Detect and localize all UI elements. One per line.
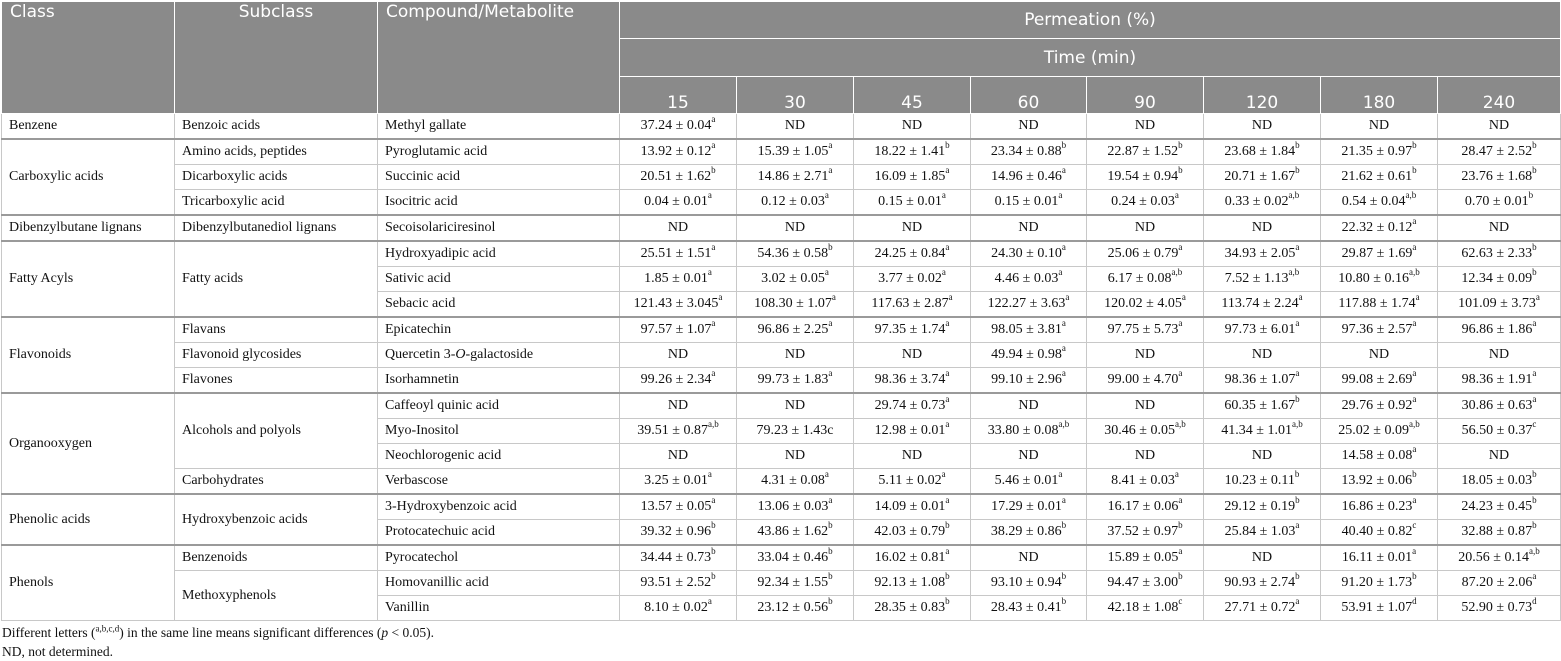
cell-value: 20.51 ± 1.62$^b$ [620, 165, 737, 190]
cell-value: ND [620, 343, 737, 368]
header-class: Class [2, 2, 175, 114]
table-row [2, 241, 1561, 267]
cell-value: 60.35 ± 1.67$^b$ [1204, 393, 1321, 419]
cell-value: 93.10 ± 0.94$^b$ [971, 571, 1087, 596]
table-row [2, 494, 1561, 520]
cell-value: ND [620, 215, 737, 241]
cell-compound: Neochlorogenic acid [378, 444, 620, 469]
cell-compound: Secoisolariciresinol [378, 215, 620, 241]
cell-value: 97.75 ± 5.73$^a$ [1087, 317, 1204, 343]
table-header [2, 2, 1561, 114]
cell-value: 21.35 ± 0.97$^b$ [1321, 139, 1438, 165]
cell-compound: Succinic acid [378, 165, 620, 190]
cell-value: 24.30 ± 0.10$^a$ [971, 241, 1087, 267]
cell-compound: Pyroglutamic acid [378, 139, 620, 165]
cell-value: 23.12 ± 0.56$^b$ [737, 596, 854, 621]
header-time: Time (min) [620, 39, 1561, 77]
cell-compound: Pyrocatechol [378, 545, 620, 571]
cell-value: 121.43 ± 3.045$^a$ [620, 292, 737, 318]
cell-value: 13.92 ± 0.12$^a$ [620, 139, 737, 165]
cell-value: ND [737, 215, 854, 241]
cell-value: 28.47 ± 2.52$^b$ [1438, 139, 1561, 165]
cell-value: 98.36 ± 1.91$^a$ [1438, 368, 1561, 394]
table-row [2, 393, 1561, 419]
cell-value: ND [1204, 215, 1321, 241]
cell-value: $39.51 \pm 0.87^{a,b}$ [620, 419, 737, 444]
cell-value: 99.10 ± 2.96$^a$ [971, 368, 1087, 394]
cell-value: 97.57 ± 1.07$^a$ [620, 317, 737, 343]
table-row [2, 114, 1561, 140]
header-subclass: Subclass [175, 2, 378, 114]
cell-value: 39.32 ± 0.96$^b$ [620, 520, 737, 546]
cell-compound: Vanillin [378, 596, 620, 621]
cell-value: 92.13 ± 1.08$^b$ [854, 571, 971, 596]
cell-value: 54.36 ± 0.58$^b$ [737, 241, 854, 267]
cell-value: 98.05 ± 3.81$^a$ [971, 317, 1087, 343]
cell-value: ND [1204, 343, 1321, 368]
cell-value: 90.93 ± 2.74$^b$ [1204, 571, 1321, 596]
cell-value: 33.04 ± 0.46$^b$ [737, 545, 854, 571]
cell-value: 3.02 ± 0.05$^a$ [737, 267, 854, 292]
cell-value: 28.43 ± 0.41$^b$ [971, 596, 1087, 621]
cell-value: 91.20 ± 1.73$^b$ [1321, 571, 1438, 596]
cell-value: 34.44 ± 0.73$^b$ [620, 545, 737, 571]
cell-compound: Protocatechuic acid [378, 520, 620, 546]
cell-value: 40.40 ± 0.82$^c$ [1321, 520, 1438, 546]
cell-value: 92.34 ± 1.55$^b$ [737, 571, 854, 596]
cell-value: 122.27 ± 3.63$^a$ [971, 292, 1087, 318]
cell-subclass: Amino acids, peptides [175, 139, 378, 165]
footnote-significance: Different letters ($^{a,b,c,d}$) in the same line means significant differences (p < 0.05). [2, 623, 434, 640]
cell-value: 42.03 ± 0.79$^b$ [854, 520, 971, 546]
cell-value: $6.17 \pm 0.08^{a,b}$ [1087, 267, 1204, 292]
cell-value: ND [1087, 215, 1204, 241]
cell-value: 21.62 ± 0.61$^b$ [1321, 165, 1438, 190]
cell-value: 3.77 ± 0.02$^a$ [854, 267, 971, 292]
cell-value: ND [1438, 343, 1561, 368]
cell-value: ND [854, 114, 971, 140]
cell-class: Phenolic acids [2, 494, 175, 545]
cell-value: 43.86 ± 1.62$^b$ [737, 520, 854, 546]
cell-value: 97.36 ± 2.57$^a$ [1321, 317, 1438, 343]
cell-value: 117.63 ± 2.87$^a$ [854, 292, 971, 318]
cell-value: 38.29 ± 0.86$^b$ [971, 520, 1087, 546]
cell-value: 8.10 ± 0.02$^a$ [620, 596, 737, 621]
cell-value: 14.09 ± 0.01$^a$ [854, 494, 971, 520]
cell-value: 62.63 ± 2.33$^b$ [1438, 241, 1561, 267]
header-permeation: Permeation (%) [620, 2, 1561, 39]
cell-subclass: Hydroxybenzoic acids [175, 494, 378, 545]
header-compound: Compound/Metabolite [378, 2, 620, 114]
cell-subclass: Benzenoids [175, 545, 378, 571]
cell-value: 0.12 ± 0.03$^a$ [737, 190, 854, 216]
cell-compound: Isocitric acid [378, 190, 620, 216]
cell-value: 15.89 ± 0.05$^a$ [1087, 545, 1204, 571]
header-time-45: 45 [854, 77, 971, 114]
cell-compound: 3-Hydroxybenzoic acid [378, 494, 620, 520]
cell-value: 96.86 ± 1.86$^a$ [1438, 317, 1561, 343]
cell-value: 0.15 ± 0.01$^a$ [971, 190, 1087, 216]
cell-value: $30.46 \pm 0.05^{a,b}$ [1087, 419, 1204, 444]
cell-class: Benzene [2, 114, 175, 140]
cell-value: $0.33 \pm 0.02^{a,b}$ [1204, 190, 1321, 216]
cell-value: 20.71 ± 1.67$^b$ [1204, 165, 1321, 190]
cell-value: ND [620, 393, 737, 419]
cell-value: 93.51 ± 2.52$^b$ [620, 571, 737, 596]
cell-value: 25.84 ± 1.03$^a$ [1204, 520, 1321, 546]
cell-value: 16.17 ± 0.06$^a$ [1087, 494, 1204, 520]
cell-value: 0.70 ± 0.01$^b$ [1438, 190, 1561, 216]
cell-value: ND [971, 444, 1087, 469]
cell-value: $41.34 \pm 1.01^{a,b}$ [1204, 419, 1321, 444]
cell-value: ND [854, 215, 971, 241]
cell-compound: Methyl gallate [378, 114, 620, 140]
table-row [2, 469, 1561, 495]
cell-value: ND [1438, 215, 1561, 241]
cell-value: 4.46 ± 0.03$^a$ [971, 267, 1087, 292]
cell-value: ND [1087, 444, 1204, 469]
cell-value: 1.85 ± 0.01$^a$ [620, 267, 737, 292]
cell-value: 97.73 ± 6.01$^a$ [1204, 317, 1321, 343]
cell-value: 14.58 ± 0.08$^a$ [1321, 444, 1438, 469]
cell-value: ND [737, 343, 854, 368]
permeation-table [1, 1, 1561, 621]
header-time-15: 15 [620, 77, 737, 114]
cell-value: 0.04 ± 0.01$^a$ [620, 190, 737, 216]
cell-class: Organooxygen [2, 393, 175, 494]
cell-value: 52.90 ± 0.73$^d$ [1438, 596, 1561, 621]
cell-value: ND [971, 215, 1087, 241]
cell-value: 79.23 ± 1.43c [737, 419, 854, 444]
cell-value: 10.23 ± 0.11$^b$ [1204, 469, 1321, 495]
cell-value: 23.34 ± 0.88$^b$ [971, 139, 1087, 165]
cell-value: 3.25 ± 0.01$^a$ [620, 469, 737, 495]
cell-value: 4.31 ± 0.08$^a$ [737, 469, 854, 495]
cell-value: 30.86 ± 0.63$^a$ [1438, 393, 1561, 419]
cell-value: 113.74 ± 2.24$^a$ [1204, 292, 1321, 318]
header-time-180: 180 [1321, 77, 1438, 114]
table-row [2, 165, 1561, 190]
cell-value: ND [971, 114, 1087, 140]
cell-compound: Isorhamnetin [378, 368, 620, 394]
cell-class: Dibenzylbutane lignans [2, 215, 175, 241]
cell-value: 56.50 ± 0.37$^c$ [1438, 419, 1561, 444]
cell-compound: Myo-Inositol [378, 419, 620, 444]
cell-value: 99.73 ± 1.83$^a$ [737, 368, 854, 394]
cell-value: 37.52 ± 0.97$^b$ [1087, 520, 1204, 546]
header-time-60: 60 [971, 77, 1087, 114]
cell-subclass: Methoxyphenols [175, 571, 378, 621]
cell-compound: Sebacic acid [378, 292, 620, 318]
cell-value: 0.24 ± 0.03$^a$ [1087, 190, 1204, 216]
cell-value: 117.88 ± 1.74$^a$ [1321, 292, 1438, 318]
cell-subclass: Fatty acids [175, 241, 378, 317]
header-time-90: 90 [1087, 77, 1204, 114]
cell-value: 13.92 ± 0.06$^b$ [1321, 469, 1438, 495]
table-row [2, 317, 1561, 343]
header-time-30: 30 [737, 77, 854, 114]
table-body [2, 114, 1561, 621]
cell-value: ND [1321, 343, 1438, 368]
cell-value: 53.91 ± 1.07$^d$ [1321, 596, 1438, 621]
cell-compound: Homovanillic acid [378, 571, 620, 596]
cell-value: 120.02 ± 4.05$^a$ [1087, 292, 1204, 318]
cell-compound: Epicatechin [378, 317, 620, 343]
cell-value: ND [1321, 114, 1438, 140]
cell-compound: Quercetin 3-O-galactoside [378, 343, 620, 368]
cell-value: 87.20 ± 2.06$^a$ [1438, 571, 1561, 596]
cell-value: 22.87 ± 1.52$^b$ [1087, 139, 1204, 165]
cell-subclass: Dicarboxylic acids [175, 165, 378, 190]
cell-value: 19.54 ± 0.94$^b$ [1087, 165, 1204, 190]
cell-subclass: Carbohydrates [175, 469, 378, 495]
cell-value: ND [1204, 444, 1321, 469]
cell-value: 22.32 ± 0.12$^a$ [1321, 215, 1438, 241]
cell-value: 28.35 ± 0.83$^b$ [854, 596, 971, 621]
cell-value: 0.15 ± 0.01$^a$ [854, 190, 971, 216]
cell-value: ND [1438, 114, 1561, 140]
cell-value: $7.52 \pm 1.13^{a,b}$ [1204, 267, 1321, 292]
cell-value: 14.86 ± 2.71$^a$ [737, 165, 854, 190]
header-time-240: 240 [1438, 77, 1561, 114]
table-row [2, 571, 1561, 596]
cell-value: ND [1204, 545, 1321, 571]
cell-value: 108.30 ± 1.07$^a$ [737, 292, 854, 318]
cell-value: 34.93 ± 2.05$^a$ [1204, 241, 1321, 267]
cell-compound: Caffeoyl quinic acid [378, 393, 620, 419]
cell-value: 24.23 ± 0.45$^b$ [1438, 494, 1561, 520]
cell-value: 99.08 ± 2.69$^a$ [1321, 368, 1438, 394]
cell-value: 101.09 ± 3.73$^a$ [1438, 292, 1561, 318]
cell-value: ND [737, 393, 854, 419]
cell-value: 25.06 ± 0.79$^a$ [1087, 241, 1204, 267]
cell-compound: Hydroxyadipic acid [378, 241, 620, 267]
table-footnotes [2, 623, 434, 661]
cell-value: 37.24 ± 0.04$^a$ [620, 114, 737, 140]
cell-value: 98.36 ± 3.74$^a$ [854, 368, 971, 394]
cell-value: ND [1087, 343, 1204, 368]
cell-subclass: Flavones [175, 368, 378, 394]
cell-class: Fatty Acyls [2, 241, 175, 317]
cell-value: $20.56 \pm 0.14^{a,b}$ [1438, 545, 1561, 571]
cell-value: 16.02 ± 0.81$^a$ [854, 545, 971, 571]
cell-compound: Sativic acid [378, 267, 620, 292]
cell-value: 49.94 ± 0.98$^a$ [971, 343, 1087, 368]
cell-class: Phenols [2, 545, 175, 621]
header-time-120: 120 [1204, 77, 1321, 114]
table-row [2, 190, 1561, 216]
cell-value: ND [1438, 444, 1561, 469]
cell-value: 94.47 ± 3.00$^b$ [1087, 571, 1204, 596]
cell-value: ND [620, 444, 737, 469]
cell-value: ND [854, 444, 971, 469]
cell-value: 12.98 ± 0.01$^a$ [854, 419, 971, 444]
cell-value: 16.11 ± 0.01$^a$ [1321, 545, 1438, 571]
cell-value: 98.36 ± 1.07$^a$ [1204, 368, 1321, 394]
cell-value: $33.80 \pm 0.08^{a,b}$ [971, 419, 1087, 444]
cell-class: Carboxylic acids [2, 139, 175, 215]
table-row [2, 368, 1561, 394]
cell-value: 29.87 ± 1.69$^a$ [1321, 241, 1438, 267]
cell-value: 18.05 ± 0.03$^b$ [1438, 469, 1561, 495]
cell-value: 25.51 ± 1.51$^a$ [620, 241, 737, 267]
cell-value: ND [1087, 114, 1204, 140]
cell-value: 99.26 ± 2.34$^a$ [620, 368, 737, 394]
cell-value: ND [971, 393, 1087, 419]
cell-value: 13.06 ± 0.03$^a$ [737, 494, 854, 520]
cell-value: $0.54 \pm 0.04^{a,b}$ [1321, 190, 1438, 216]
cell-value: ND [1087, 393, 1204, 419]
table-row [2, 139, 1561, 165]
table-row [2, 545, 1561, 571]
cell-value: 29.74 ± 0.73$^a$ [854, 393, 971, 419]
cell-value: 15.39 ± 1.05$^a$ [737, 139, 854, 165]
cell-value: 99.00 ± 4.70$^a$ [1087, 368, 1204, 394]
cell-value: 5.11 ± 0.02$^a$ [854, 469, 971, 495]
cell-value: ND [854, 343, 971, 368]
cell-subclass: Flavonoid glycosides [175, 343, 378, 368]
cell-subclass: Tricarboxylic acid [175, 190, 378, 216]
cell-value: 8.41 ± 0.03$^a$ [1087, 469, 1204, 495]
cell-value: 42.18 ± 1.08$^c$ [1087, 596, 1204, 621]
table-row [2, 215, 1561, 241]
cell-value: 17.29 ± 0.01$^a$ [971, 494, 1087, 520]
cell-value: ND [971, 545, 1087, 571]
table-row [2, 343, 1561, 368]
cell-subclass: Benzoic acids [175, 114, 378, 140]
cell-value: 96.86 ± 2.25$^a$ [737, 317, 854, 343]
cell-value: 23.76 ± 1.68$^b$ [1438, 165, 1561, 190]
cell-value: ND [737, 114, 854, 140]
cell-value: $10.80 \pm 0.16^{a,b}$ [1321, 267, 1438, 292]
cell-value: 23.68 ± 1.84$^b$ [1204, 139, 1321, 165]
cell-subclass: Alcohols and polyols [175, 393, 378, 469]
cell-value: 13.57 ± 0.05$^a$ [620, 494, 737, 520]
footnote-nd: ND, not determined. [2, 644, 113, 659]
cell-value: 24.25 ± 0.84$^a$ [854, 241, 971, 267]
cell-subclass: Flavans [175, 317, 378, 343]
cell-value: 16.09 ± 1.85$^a$ [854, 165, 971, 190]
cell-value: 18.22 ± 1.41$^b$ [854, 139, 971, 165]
cell-value: 16.86 ± 0.23$^a$ [1321, 494, 1438, 520]
cell-subclass: Dibenzylbutanediol lignans [175, 215, 378, 241]
cell-value: $25.02 \pm 0.09^{a,b}$ [1321, 419, 1438, 444]
cell-value: 14.96 ± 0.46$^a$ [971, 165, 1087, 190]
cell-compound: Verbascose [378, 469, 620, 495]
cell-value: 97.35 ± 1.74$^a$ [854, 317, 971, 343]
cell-value: 29.12 ± 0.19$^b$ [1204, 494, 1321, 520]
cell-value: 29.76 ± 0.92$^a$ [1321, 393, 1438, 419]
cell-value: 12.34 ± 0.09$^b$ [1438, 267, 1561, 292]
cell-value: 27.71 ± 0.72$^a$ [1204, 596, 1321, 621]
cell-value: 32.88 ± 0.87$^b$ [1438, 520, 1561, 546]
cell-class: Flavonoids [2, 317, 175, 393]
cell-value: 5.46 ± 0.01$^a$ [971, 469, 1087, 495]
cell-value: ND [1204, 114, 1321, 140]
cell-value: ND [737, 444, 854, 469]
